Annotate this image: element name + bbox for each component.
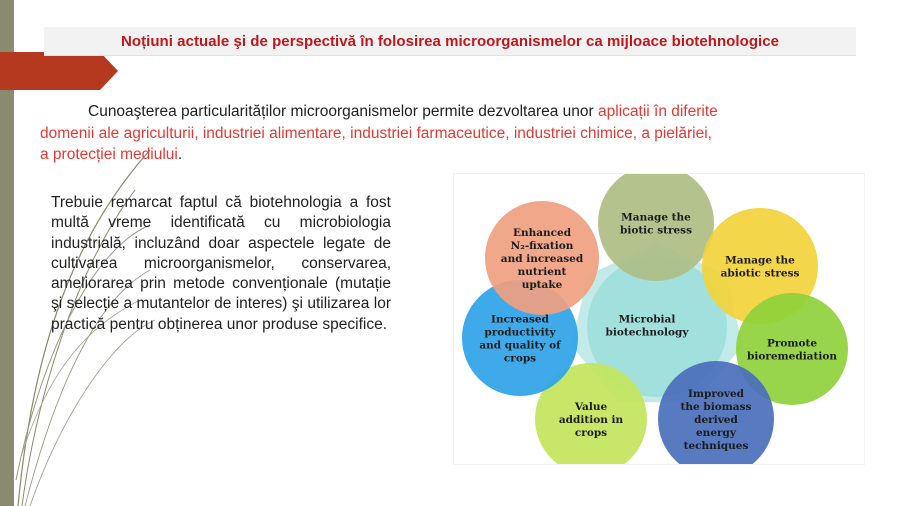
intro-highlight-2: domenii ale agriculturii, industriei alimentare, industriei farmaceutice, industriei chimice, a pielăriei, (40, 124, 712, 142)
node-biomass-label-line-2: the biomass (680, 401, 752, 413)
node-productivity-label-line-1: Increased (491, 313, 549, 326)
center-label-line-2: biotechnology (605, 326, 689, 339)
node-biotic-label-line-1: Manage the (621, 211, 691, 224)
intro-highlight-3: a protecției mediului (40, 146, 178, 163)
diagram-svg (454, 174, 864, 464)
node-productivity-label-line-2: productivity (484, 326, 556, 339)
intro-highlight-1: aplicații în diferite (598, 103, 718, 120)
node-biomass-label-line-3: derived (694, 414, 738, 426)
node-abiotic-label-line-1: Manage the (725, 254, 795, 267)
node-productivity-label-line-3: and quality of (479, 339, 561, 352)
node-value-label-line-2: addition in (558, 414, 624, 426)
node-nfixation-label-line-2: N₂-fixation (510, 240, 574, 252)
node-abiotic-label-line-2: abiotic stress (720, 267, 800, 280)
node-nfixation-label-line-1: Enhanced (512, 227, 572, 239)
node-biomass-label-line-1: Improved (687, 388, 745, 400)
center-label-line-1: Microbial (618, 313, 676, 326)
node-biomass-label-line-5: techniques (683, 440, 749, 452)
node-bioremediation-label-line-2: bioremediation (747, 350, 837, 363)
intro-paragraph (40, 101, 850, 166)
intro-tail: . (177, 146, 183, 163)
node-nfixation-label-line-5: uptake (521, 279, 563, 291)
node-bioremediation-label-line-1: Promote (766, 337, 818, 350)
title-bar (44, 27, 856, 56)
node-nfixation-label-line-3: and increased (500, 253, 584, 265)
node-value-label-line-1: Value (574, 401, 608, 413)
slide-title: Noțiuni actuale şi de perspectivă în folosirea microorganismelor ca mijloace biotehnologice (120, 32, 780, 50)
accent-arrow (0, 52, 118, 90)
node-biotic-label-line-2: biotic stress (619, 224, 693, 237)
node-value-label-line-3: crops (574, 427, 608, 439)
node-biomass-label-line-4: energy (696, 427, 736, 439)
body-paragraph: Trebuie remarcat faptul că biotehnologia a fost multă vreme identificată cu microbiologia industrială, incluzând doar aspectele legate de cultivarea microorganismelor, conservarea, ameliorarea prin metode convenționale (mutație şi selecție a mutantelor de interes) şi utilizarea lor practică pentru obținerea unor produse specifice. (51, 194, 391, 333)
intro-lead: Cunoaşterea particularităților microorganismelor permite dezvoltarea unor (88, 103, 599, 120)
node-nfixation-label-line-4: nutrient (517, 266, 567, 278)
microbial-biotech-diagram (454, 174, 864, 464)
node-productivity-label-line-4: crops (503, 352, 537, 365)
